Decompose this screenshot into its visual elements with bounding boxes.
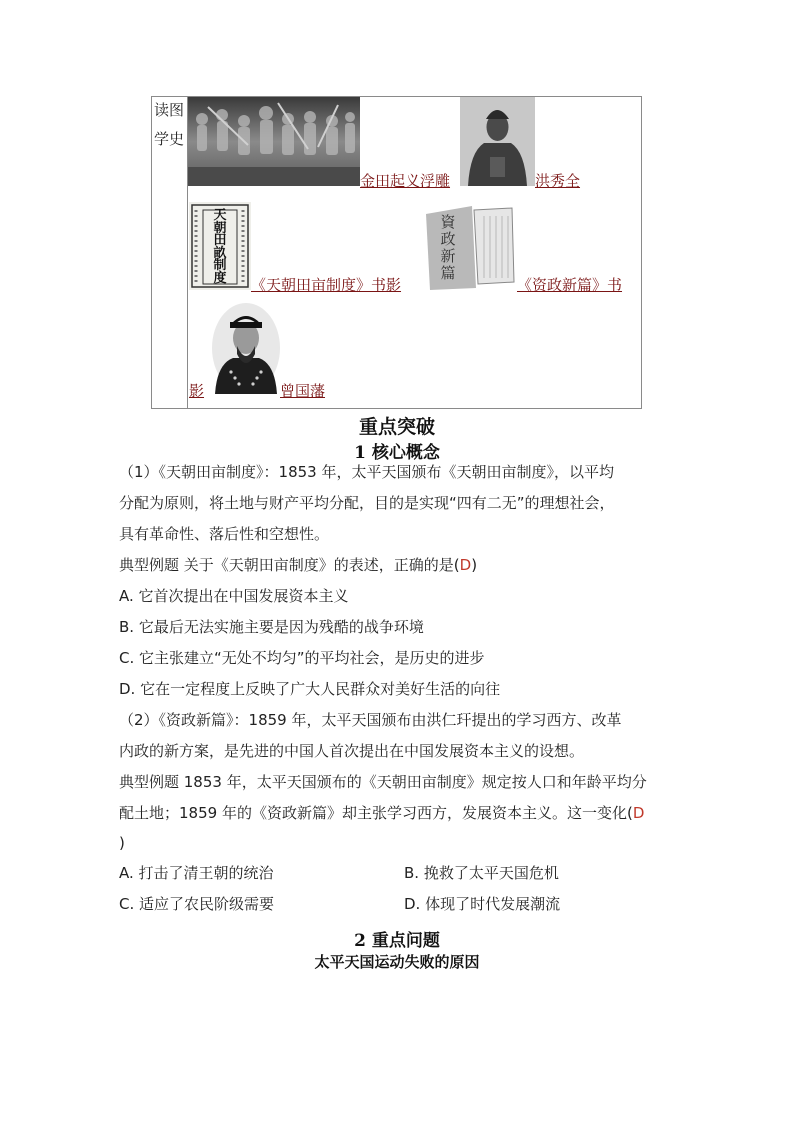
question-1-stem-text: 典型例题 关于《天朝田亩制度》的表述，正确的是( bbox=[119, 556, 460, 574]
paragraph-1-line-2: 分配为原则，将土地与财产平均分配，目的是实现“四有二无”的理想社会， bbox=[119, 494, 615, 512]
tianchao-book-image bbox=[189, 202, 251, 290]
caption-ying[interactable]: 影 bbox=[189, 382, 205, 400]
question-2-option-a: A. 打击了清王朝的统治 bbox=[119, 864, 274, 882]
image-table bbox=[151, 96, 642, 409]
question-2-line-2 bbox=[119, 803, 644, 823]
subsection-key-issues: 2 重点问题 bbox=[354, 931, 440, 951]
question-2-option-d: D. 体现了时代发展潮流 bbox=[404, 895, 561, 913]
table-label-column bbox=[152, 97, 188, 408]
question-1-option-d: D. 它在一定程度上反映了广大人民群众对美好生活的向往 bbox=[119, 680, 501, 698]
hong-xiuquan-statue-image bbox=[460, 97, 535, 186]
label-read-picture: 读图 bbox=[154, 101, 185, 119]
question-1-option-c: C. 它主张建立“无处不均匀”的平均社会，是历史的进步 bbox=[119, 649, 485, 667]
zizheng-book-image bbox=[424, 202, 516, 292]
zeng-guofan-portrait-image bbox=[211, 302, 281, 394]
question-1-stem bbox=[119, 555, 477, 575]
question-1-close-paren: ) bbox=[471, 556, 478, 574]
subsection-core-concepts: 1 核心概念 bbox=[354, 443, 440, 463]
zizheng-book-title: 資政新篇 bbox=[440, 213, 456, 282]
caption-zizheng-book[interactable]: 《资政新篇》书 bbox=[517, 276, 623, 294]
question-1-option-b: B. 它最后无法实施主要是因为残酷的战争环境 bbox=[119, 618, 424, 636]
jintian-relief-image bbox=[188, 97, 360, 186]
question-2-close-paren: ) bbox=[119, 834, 125, 852]
question-2-option-b: B. 挽救了太平天国危机 bbox=[404, 864, 559, 882]
section-title: 重点突破 bbox=[358, 416, 435, 438]
paragraph-2-line-1: （2）《资政新篇》：1859 年，太平天国颁布由洪仁玕提出的学习西方、改革 bbox=[119, 711, 622, 729]
question-1-answer: D bbox=[459, 556, 472, 574]
label-learn-history: 学史 bbox=[154, 130, 185, 148]
question-2-answer: D bbox=[632, 804, 645, 822]
question-1-option-a: A. 它首次提出在中国发展资本主义 bbox=[119, 587, 349, 605]
key-issue-title: 太平天国运动失败的原因 bbox=[314, 953, 480, 971]
tianchao-book-title: 天朝田畝制度 bbox=[213, 208, 227, 286]
caption-zeng-guofan[interactable]: 曾国藩 bbox=[280, 382, 326, 400]
caption-jintian-relief[interactable]: 金田起义浮雕 bbox=[360, 172, 451, 190]
caption-tianchao-book[interactable]: 《天朝田亩制度》书影 bbox=[251, 276, 402, 294]
paragraph-2-line-2: 内政的新方案，是先进的中国人首次提出在中国发展资本主义的设想。 bbox=[119, 742, 585, 760]
question-2-line-2-text: 配土地；1859 年的《资政新篇》却主张学习西方，发展资本主义。这一变化( bbox=[119, 804, 633, 822]
question-2-line-1: 典型例题 1853 年，太平天国颁布的《天朝田亩制度》规定按人口和年龄平均分 bbox=[119, 773, 647, 791]
paragraph-1-line-1: （1）《天朝田亩制度》：1853 年，太平天国颁布《天朝田亩制度》，以平均 bbox=[119, 463, 614, 481]
question-2-option-c: C. 适应了农民阶级需要 bbox=[119, 895, 275, 913]
caption-hong-xiuquan[interactable]: 洪秀全 bbox=[535, 172, 581, 190]
paragraph-1-line-3: 具有革命性、落后性和空想性。 bbox=[119, 525, 330, 543]
